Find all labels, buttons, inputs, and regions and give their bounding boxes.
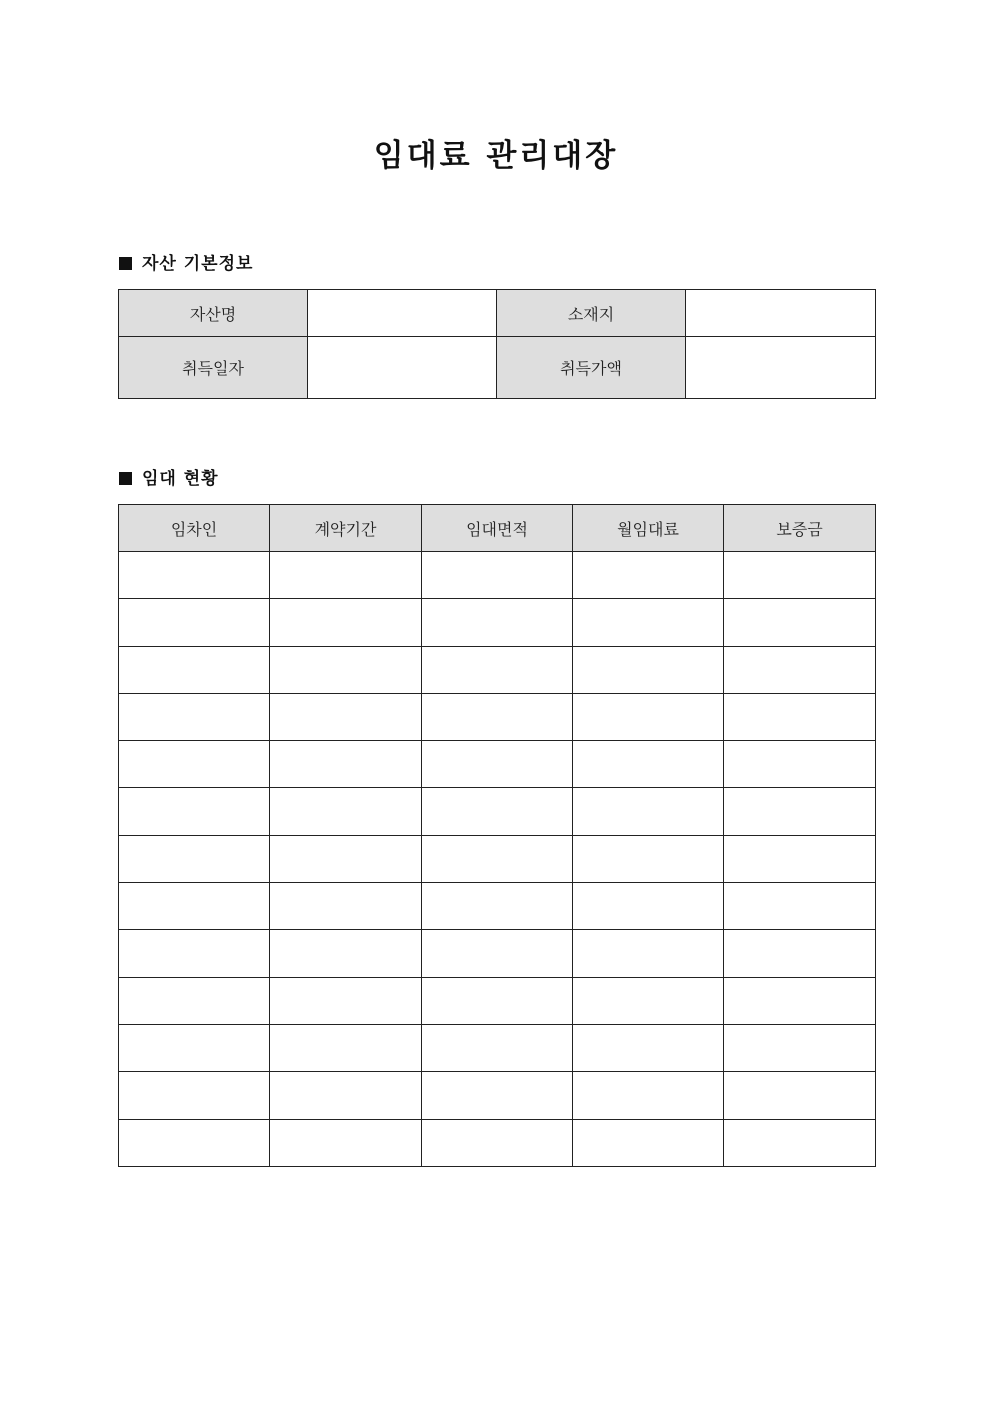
table-cell[interactable] — [119, 693, 270, 740]
table-cell[interactable] — [422, 788, 573, 835]
table-header-row — [119, 505, 876, 552]
table-cell[interactable] — [724, 599, 876, 646]
table-cell[interactable] — [119, 930, 270, 977]
table-row — [119, 835, 876, 882]
table-row — [119, 1119, 876, 1166]
table-cell[interactable] — [119, 1072, 270, 1119]
table-cell[interactable] — [270, 646, 422, 693]
table-cell[interactable] — [724, 883, 876, 930]
table-cell[interactable] — [724, 646, 876, 693]
table-cell[interactable] — [119, 883, 270, 930]
table-cell[interactable] — [270, 552, 422, 599]
acquisition-price-label: 취득가액 — [497, 337, 686, 399]
lease-table-body — [119, 552, 876, 1167]
table-cell[interactable] — [422, 883, 573, 930]
table-cell[interactable] — [724, 788, 876, 835]
square-bullet-icon — [119, 472, 132, 485]
table-row — [119, 290, 876, 337]
table-cell[interactable] — [724, 835, 876, 882]
column-header-contract-period: 계약기간 — [270, 505, 422, 552]
table-row — [119, 930, 876, 977]
table-cell[interactable] — [270, 930, 422, 977]
table-cell[interactable] — [573, 1119, 724, 1166]
table-cell[interactable] — [422, 977, 573, 1024]
table-row — [119, 741, 876, 788]
table-row — [119, 788, 876, 835]
asset-name-value[interactable] — [308, 290, 497, 337]
table-cell[interactable] — [119, 1024, 270, 1071]
table-cell[interactable] — [573, 883, 724, 930]
table-cell[interactable] — [422, 552, 573, 599]
table-cell[interactable] — [119, 599, 270, 646]
table-row — [119, 693, 876, 740]
column-header-tenant: 임차인 — [119, 505, 270, 552]
table-cell[interactable] — [422, 599, 573, 646]
asset-info-table — [118, 289, 876, 399]
asset-section-title: 자산 기본정보 — [142, 254, 254, 274]
table-cell[interactable] — [573, 977, 724, 1024]
table-cell[interactable] — [422, 646, 573, 693]
acquisition-date-label: 취득일자 — [119, 337, 308, 399]
table-cell[interactable] — [119, 1119, 270, 1166]
table-cell[interactable] — [724, 1024, 876, 1071]
table-row — [119, 646, 876, 693]
table-cell[interactable] — [724, 741, 876, 788]
table-cell[interactable] — [119, 552, 270, 599]
table-cell[interactable] — [573, 646, 724, 693]
table-cell[interactable] — [573, 741, 724, 788]
table-row — [119, 599, 876, 646]
table-cell[interactable] — [422, 1119, 573, 1166]
table-cell[interactable] — [724, 693, 876, 740]
table-cell[interactable] — [573, 835, 724, 882]
acquisition-date-value[interactable] — [308, 337, 497, 399]
table-cell[interactable] — [724, 1119, 876, 1166]
table-cell[interactable] — [119, 977, 270, 1024]
asset-section-heading — [119, 252, 253, 276]
table-cell[interactable] — [573, 1024, 724, 1071]
table-row — [119, 1072, 876, 1119]
table-cell[interactable] — [422, 1024, 573, 1071]
table-cell[interactable] — [270, 835, 422, 882]
table-cell[interactable] — [270, 788, 422, 835]
table-cell[interactable] — [270, 693, 422, 740]
square-bullet-icon — [119, 257, 132, 270]
table-cell[interactable] — [422, 835, 573, 882]
table-cell[interactable] — [270, 741, 422, 788]
table-cell[interactable] — [119, 788, 270, 835]
table-cell[interactable] — [573, 788, 724, 835]
table-cell[interactable] — [724, 1072, 876, 1119]
table-cell[interactable] — [270, 599, 422, 646]
table-cell[interactable] — [724, 552, 876, 599]
table-cell[interactable] — [573, 693, 724, 740]
lease-section-title: 임대 현황 — [142, 469, 219, 489]
table-cell[interactable] — [724, 930, 876, 977]
column-header-monthly-rent: 월임대료 — [573, 505, 724, 552]
table-cell[interactable] — [573, 552, 724, 599]
table-cell[interactable] — [573, 1072, 724, 1119]
table-cell[interactable] — [422, 930, 573, 977]
table-cell[interactable] — [119, 741, 270, 788]
table-cell[interactable] — [270, 1072, 422, 1119]
table-cell[interactable] — [573, 930, 724, 977]
table-cell[interactable] — [573, 599, 724, 646]
asset-name-label: 자산명 — [119, 290, 308, 337]
table-row — [119, 883, 876, 930]
location-label: 소재지 — [497, 290, 686, 337]
table-cell[interactable] — [422, 693, 573, 740]
table-cell[interactable] — [270, 1024, 422, 1071]
table-cell[interactable] — [422, 741, 573, 788]
column-header-leased-area: 임대면적 — [422, 505, 573, 552]
table-row — [119, 337, 876, 399]
table-row — [119, 977, 876, 1024]
page-title: 임대료 관리대장 — [373, 138, 619, 174]
table-cell[interactable] — [724, 977, 876, 1024]
table-cell[interactable] — [119, 835, 270, 882]
lease-status-table — [118, 504, 876, 1167]
table-cell[interactable] — [119, 646, 270, 693]
table-cell[interactable] — [422, 1072, 573, 1119]
table-row — [119, 552, 876, 599]
table-cell[interactable] — [270, 977, 422, 1024]
acquisition-price-value[interactable] — [686, 337, 876, 399]
location-value[interactable] — [686, 290, 876, 337]
table-cell[interactable] — [270, 883, 422, 930]
lease-section-heading — [119, 467, 219, 491]
table-row — [119, 1024, 876, 1071]
table-cell[interactable] — [270, 1119, 422, 1166]
column-header-deposit: 보증금 — [724, 505, 876, 552]
